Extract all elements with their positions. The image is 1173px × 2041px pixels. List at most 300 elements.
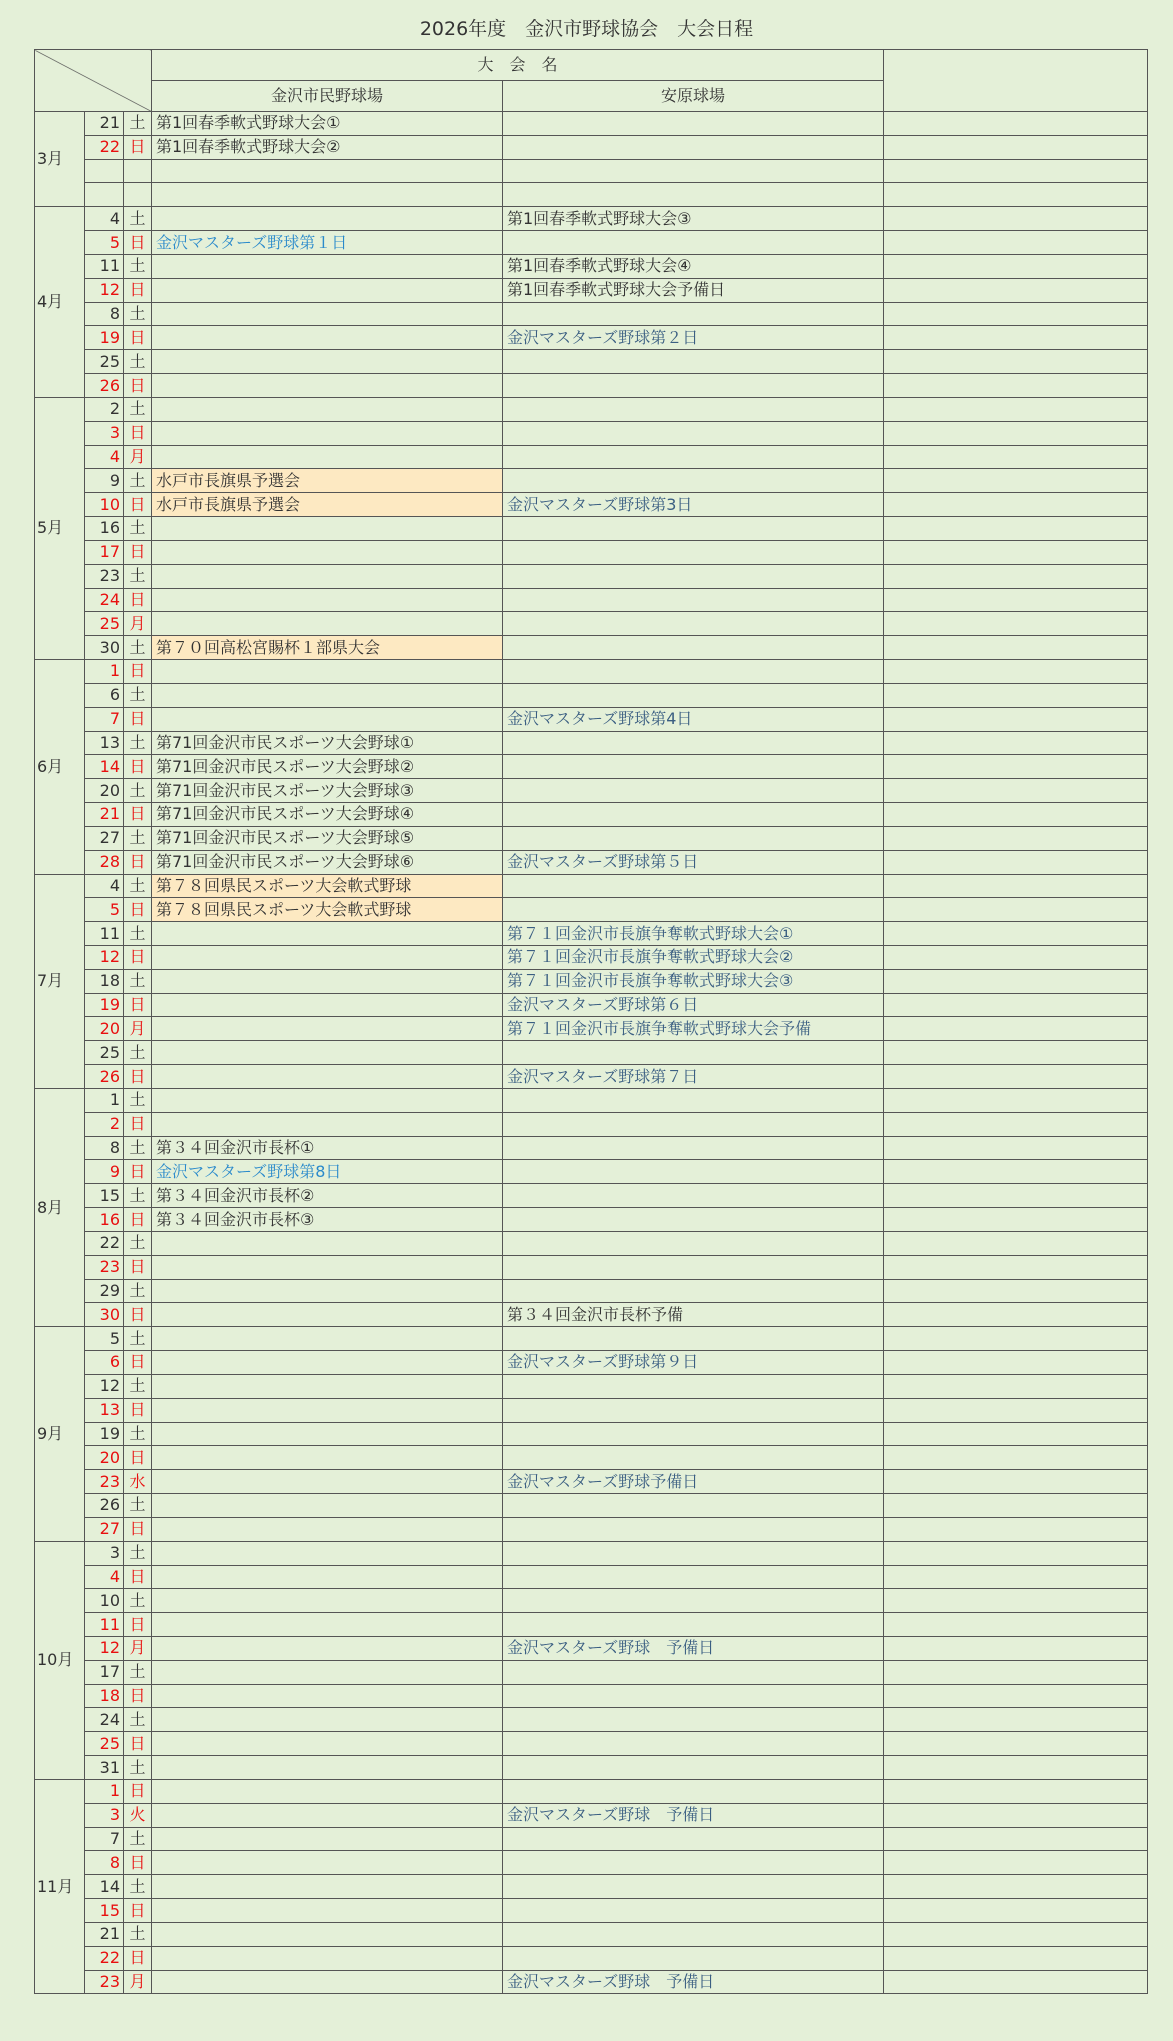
venue1-event <box>152 1946 503 1970</box>
venue2-event: 第1回春季軟式野球大会③ <box>503 207 884 231</box>
day-number: 26 <box>85 1065 124 1089</box>
venue2-event <box>503 1374 884 1398</box>
day-number: 26 <box>85 374 124 398</box>
day-of-week: 日 <box>124 1255 152 1279</box>
venue2-event: 金沢マスターズ野球第２日 <box>503 326 884 350</box>
venue1-header: 金沢市民野球場 <box>152 81 503 112</box>
venue2-event <box>503 374 884 398</box>
schedule-row <box>35 112 1148 136</box>
extra-cell <box>884 1851 1148 1875</box>
day-of-week: 土 <box>124 826 152 850</box>
day-of-week: 土 <box>124 779 152 803</box>
venue1-event: 第71回金沢市民スポーツ大会野球① <box>152 731 503 755</box>
extra-cell <box>884 1351 1148 1375</box>
venue1-event: 第３４回金沢市長杯① <box>152 1136 503 1160</box>
day-number: 24 <box>85 1708 124 1732</box>
day-of-week: 土 <box>124 397 152 421</box>
day-number: 7 <box>85 1827 124 1851</box>
venue2-event <box>503 1899 884 1923</box>
venue1-event: 金沢マスターズ野球第8日 <box>152 1160 503 1184</box>
day-number: 17 <box>85 1660 124 1684</box>
venue1-event <box>152 1756 503 1780</box>
venue1-event <box>152 1255 503 1279</box>
venue2-event <box>503 898 884 922</box>
venue1-event: 第71回金沢市民スポーツ大会野球② <box>152 755 503 779</box>
day-number: 12 <box>85 278 124 302</box>
month-label: 6月 <box>35 660 85 874</box>
venue2-event <box>503 1827 884 1851</box>
venue1-event: 第71回金沢市民スポーツ大会野球⑤ <box>152 826 503 850</box>
schedule-row <box>35 1041 1148 1065</box>
venue2-event <box>503 636 884 660</box>
venue2-event <box>503 1875 884 1899</box>
extra-cell <box>884 826 1148 850</box>
venue2-event <box>503 1446 884 1470</box>
venue2-event: 金沢マスターズ野球第６日 <box>503 993 884 1017</box>
extra-cell <box>884 159 1148 183</box>
extra-cell <box>884 207 1148 231</box>
day-number: 1 <box>85 660 124 684</box>
venue2-event: 第1回春季軟式野球大会④ <box>503 254 884 278</box>
month-label: 3月 <box>35 112 85 207</box>
day-of-week: 土 <box>124 350 152 374</box>
venue1-event <box>152 207 503 231</box>
schedule-row <box>35 1708 1148 1732</box>
extra-cell <box>884 517 1148 541</box>
extra-cell <box>884 731 1148 755</box>
day-of-week: 土 <box>124 636 152 660</box>
extra-cell <box>884 1446 1148 1470</box>
venue2-event: 第７１回金沢市長旗争奪軟式野球大会② <box>503 945 884 969</box>
day-of-week: 月 <box>124 1017 152 1041</box>
venue2-event <box>503 1398 884 1422</box>
extra-cell <box>884 1899 1148 1923</box>
schedule-row <box>35 1875 1148 1899</box>
day-number: 19 <box>85 326 124 350</box>
day-number: 18 <box>85 969 124 993</box>
venue1-event <box>152 1541 503 1565</box>
extra-cell <box>884 1136 1148 1160</box>
schedule-row <box>35 1541 1148 1565</box>
extra-cell <box>884 945 1148 969</box>
day-of-week: 日 <box>124 1065 152 1089</box>
venue2-event <box>503 302 884 326</box>
venue2-event: 第３４回金沢市長杯予備 <box>503 1303 884 1327</box>
day-number: 15 <box>85 1899 124 1923</box>
schedule-table <box>34 49 1148 1994</box>
venue2-event: 第７１回金沢市長旗争奪軟式野球大会① <box>503 922 884 946</box>
extra-cell <box>884 1779 1148 1803</box>
schedule-row <box>35 993 1148 1017</box>
venue1-event <box>152 1398 503 1422</box>
extra-cell <box>884 1231 1148 1255</box>
day-of-week: 日 <box>124 1351 152 1375</box>
schedule-row <box>35 1088 1148 1112</box>
day-of-week: 土 <box>124 1541 152 1565</box>
venue1-event <box>152 969 503 993</box>
venue1-event <box>152 1827 503 1851</box>
venue2-event <box>503 1494 884 1518</box>
venue1-event <box>152 540 503 564</box>
day-number: 25 <box>85 350 124 374</box>
venue2-event <box>503 517 884 541</box>
schedule-row <box>35 1899 1148 1923</box>
extra-cell <box>884 540 1148 564</box>
venue1-event <box>152 707 503 731</box>
venue2-event <box>503 1231 884 1255</box>
schedule-row <box>35 135 1148 159</box>
venue2-event <box>503 874 884 898</box>
day-of-week: 日 <box>124 374 152 398</box>
day-number <box>85 183 124 207</box>
day-of-week: 土 <box>124 112 152 136</box>
extra-cell <box>884 135 1148 159</box>
venue2-event <box>503 1160 884 1184</box>
day-of-week: 日 <box>124 707 152 731</box>
day-number: 25 <box>85 612 124 636</box>
month-label: 8月 <box>35 1088 85 1326</box>
extra-cell <box>884 898 1148 922</box>
schedule-row <box>35 1136 1148 1160</box>
day-number: 10 <box>85 1589 124 1613</box>
extra-cell <box>884 326 1148 350</box>
day-of-week: 日 <box>124 1208 152 1232</box>
schedule-row <box>35 1684 1148 1708</box>
day-number: 5 <box>85 1327 124 1351</box>
day-of-week: 日 <box>124 1684 152 1708</box>
venue1-event <box>152 1922 503 1946</box>
venue2-event <box>503 231 884 255</box>
day-of-week: 日 <box>124 1303 152 1327</box>
schedule-row <box>35 517 1148 541</box>
group-header: 大 会 名 <box>152 50 884 81</box>
schedule-row <box>35 945 1148 969</box>
day-number: 9 <box>85 469 124 493</box>
extra-cell <box>884 1303 1148 1327</box>
venue1-event <box>152 397 503 421</box>
extra-cell <box>884 445 1148 469</box>
venue1-event <box>152 612 503 636</box>
schedule-row <box>35 850 1148 874</box>
month-label: 9月 <box>35 1327 85 1541</box>
venue1-event <box>152 1613 503 1637</box>
extra-cell <box>884 421 1148 445</box>
day-number: 27 <box>85 826 124 850</box>
day-number: 3 <box>85 421 124 445</box>
venue2-event: 金沢マスターズ野球 予備日 <box>503 1803 884 1827</box>
day-of-week <box>124 183 152 207</box>
extra-cell <box>884 1112 1148 1136</box>
day-number: 5 <box>85 231 124 255</box>
venue1-event <box>152 1637 503 1661</box>
extra-cell <box>884 612 1148 636</box>
schedule-row <box>35 731 1148 755</box>
extra-cell <box>884 1088 1148 1112</box>
schedule-row <box>35 803 1148 827</box>
day-number: 13 <box>85 1398 124 1422</box>
day-number <box>85 159 124 183</box>
schedule-row <box>35 326 1148 350</box>
schedule-row <box>35 1565 1148 1589</box>
day-of-week: 日 <box>124 1398 152 1422</box>
day-number: 18 <box>85 1684 124 1708</box>
day-number: 27 <box>85 1517 124 1541</box>
venue2-event <box>503 1779 884 1803</box>
schedule-row <box>35 1946 1148 1970</box>
venue1-event <box>152 1779 503 1803</box>
day-number: 20 <box>85 1446 124 1470</box>
venue2-event <box>503 1756 884 1780</box>
venue2-event: 金沢マスターズ野球 予備日 <box>503 1970 884 1994</box>
day-of-week: 土 <box>124 517 152 541</box>
day-number: 21 <box>85 803 124 827</box>
day-number: 1 <box>85 1088 124 1112</box>
day-number: 22 <box>85 1231 124 1255</box>
extra-cell <box>884 755 1148 779</box>
schedule-row <box>35 1279 1148 1303</box>
venue1-event <box>152 278 503 302</box>
extra-cell <box>884 874 1148 898</box>
venue1-event: 第７８回県民スポーツ大会軟式野球 <box>152 874 503 898</box>
venue2-event <box>503 1589 884 1613</box>
schedule-row <box>35 302 1148 326</box>
schedule-row <box>35 1446 1148 1470</box>
day-of-week: 日 <box>124 231 152 255</box>
day-number: 23 <box>85 1970 124 1994</box>
schedule-row <box>35 469 1148 493</box>
day-of-week: 土 <box>124 1041 152 1065</box>
day-of-week: 日 <box>124 993 152 1017</box>
day-of-week: 日 <box>124 1732 152 1756</box>
schedule-row <box>35 1970 1148 1994</box>
day-number: 20 <box>85 1017 124 1041</box>
extra-cell <box>884 779 1148 803</box>
schedule-row <box>35 1779 1148 1803</box>
day-of-week: 土 <box>124 922 152 946</box>
day-of-week: 日 <box>124 326 152 350</box>
venue2-event <box>503 1255 884 1279</box>
schedule-row <box>35 1613 1148 1637</box>
schedule-row <box>35 1374 1148 1398</box>
extra-cell <box>884 1589 1148 1613</box>
venue2-event <box>503 1136 884 1160</box>
extra-cell <box>884 374 1148 398</box>
venue1-event <box>152 1231 503 1255</box>
schedule-row <box>35 612 1148 636</box>
day-of-week: 月 <box>124 1637 152 1661</box>
venue2-event <box>503 1708 884 1732</box>
day-of-week: 水 <box>124 1470 152 1494</box>
venue2-event <box>503 1660 884 1684</box>
schedule-row <box>35 564 1148 588</box>
schedule-row <box>35 278 1148 302</box>
venue1-event <box>152 1303 503 1327</box>
day-of-week: 日 <box>124 421 152 445</box>
day-of-week: 土 <box>124 1922 152 1946</box>
schedule-row <box>35 1208 1148 1232</box>
venue2-event <box>503 731 884 755</box>
venue1-event: 第３４回金沢市長杯③ <box>152 1208 503 1232</box>
venue1-event <box>152 421 503 445</box>
day-of-week: 土 <box>124 683 152 707</box>
extra-cell <box>884 922 1148 946</box>
venue2-event <box>503 1208 884 1232</box>
day-number: 25 <box>85 1732 124 1756</box>
venue1-event <box>152 945 503 969</box>
venue2-event <box>503 1422 884 1446</box>
day-number: 23 <box>85 1255 124 1279</box>
day-number: 3 <box>85 1541 124 1565</box>
day-number: 5 <box>85 898 124 922</box>
venue1-event: 第71回金沢市民スポーツ大会野球⑥ <box>152 850 503 874</box>
day-number: 6 <box>85 1351 124 1375</box>
extra-cell <box>884 803 1148 827</box>
extra-cell <box>884 1708 1148 1732</box>
day-number: 21 <box>85 112 124 136</box>
venue1-event <box>152 993 503 1017</box>
schedule-row <box>35 493 1148 517</box>
extra-cell <box>884 1422 1148 1446</box>
venue2-event <box>503 612 884 636</box>
day-number: 22 <box>85 135 124 159</box>
schedule-row <box>35 350 1148 374</box>
extra-cell <box>884 993 1148 1017</box>
day-of-week: 日 <box>124 945 152 969</box>
day-number: 17 <box>85 540 124 564</box>
schedule-row <box>35 445 1148 469</box>
schedule-row <box>35 1327 1148 1351</box>
venue1-event <box>152 1446 503 1470</box>
venue1-event <box>152 183 503 207</box>
extra-cell <box>884 1327 1148 1351</box>
extra-cell <box>884 1065 1148 1089</box>
day-of-week: 日 <box>124 803 152 827</box>
schedule-row <box>35 1065 1148 1089</box>
day-number: 20 <box>85 779 124 803</box>
venue2-event: 第1回春季軟式野球大会予備日 <box>503 278 884 302</box>
schedule-row <box>35 1732 1148 1756</box>
schedule-row <box>35 1756 1148 1780</box>
schedule-row <box>35 1231 1148 1255</box>
day-number: 23 <box>85 564 124 588</box>
schedule-row <box>35 1660 1148 1684</box>
extra-cell <box>884 1946 1148 1970</box>
extra-cell <box>884 1208 1148 1232</box>
schedule-row <box>35 898 1148 922</box>
venue1-event <box>152 326 503 350</box>
venue2-header: 安原球場 <box>503 81 884 112</box>
venue2-event <box>503 779 884 803</box>
day-of-week: 月 <box>124 612 152 636</box>
day-of-week: 土 <box>124 469 152 493</box>
extra-cell <box>884 183 1148 207</box>
venue2-event <box>503 588 884 612</box>
day-number: 6 <box>85 683 124 707</box>
venue2-event <box>503 1922 884 1946</box>
day-of-week: 土 <box>124 1589 152 1613</box>
day-of-week: 土 <box>124 1708 152 1732</box>
venue1-event <box>152 254 503 278</box>
venue1-event: 第1回春季軟式野球大会② <box>152 135 503 159</box>
day-number: 1 <box>85 1779 124 1803</box>
venue1-event <box>152 1351 503 1375</box>
schedule-row <box>35 922 1148 946</box>
extra-cell <box>884 1660 1148 1684</box>
venue2-event <box>503 803 884 827</box>
venue2-event <box>503 540 884 564</box>
schedule-row <box>35 1470 1148 1494</box>
extra-cell <box>884 469 1148 493</box>
day-of-week: 土 <box>124 874 152 898</box>
venue2-event <box>503 445 884 469</box>
extra-cell <box>884 850 1148 874</box>
venue2-event: 第７１回金沢市長旗争奪軟式野球大会予備 <box>503 1017 884 1041</box>
schedule-row <box>35 1303 1148 1327</box>
schedule-row <box>35 826 1148 850</box>
extra-cell <box>884 1875 1148 1899</box>
day-of-week: 日 <box>124 1851 152 1875</box>
venue2-event <box>503 159 884 183</box>
venue2-event: 第７１回金沢市長旗争奪軟式野球大会③ <box>503 969 884 993</box>
page-title: 2026年度 金沢市野球協会 大会日程 <box>419 18 754 40</box>
extra-cell <box>884 278 1148 302</box>
day-number: 12 <box>85 1374 124 1398</box>
day-number: 8 <box>85 1851 124 1875</box>
venue1-event: 水戸市長旗県予選会 <box>152 493 503 517</box>
schedule-row <box>35 1589 1148 1613</box>
day-number: 14 <box>85 755 124 779</box>
schedule-row <box>35 1398 1148 1422</box>
venue2-event <box>503 1279 884 1303</box>
venue2-event <box>503 135 884 159</box>
day-number: 4 <box>85 207 124 231</box>
venue2-event <box>503 1517 884 1541</box>
venue1-event <box>152 1279 503 1303</box>
day-of-week: 日 <box>124 1112 152 1136</box>
day-of-week: 土 <box>124 1088 152 1112</box>
venue1-event <box>152 1708 503 1732</box>
day-number: 9 <box>85 1160 124 1184</box>
month-label: 4月 <box>35 207 85 398</box>
schedule-row <box>35 588 1148 612</box>
extra-column-header <box>884 50 1148 112</box>
extra-cell <box>884 1160 1148 1184</box>
schedule-row <box>35 1112 1148 1136</box>
day-number: 11 <box>85 254 124 278</box>
schedule-row <box>35 1494 1148 1518</box>
day-of-week: 土 <box>124 1327 152 1351</box>
venue1-event <box>152 1899 503 1923</box>
venue1-event: 水戸市長旗県予選会 <box>152 469 503 493</box>
day-number: 26 <box>85 1494 124 1518</box>
venue2-event <box>503 564 884 588</box>
schedule-row <box>35 421 1148 445</box>
extra-cell <box>884 636 1148 660</box>
venue2-event <box>503 1851 884 1875</box>
day-number: 30 <box>85 636 124 660</box>
extra-cell <box>884 1970 1148 1994</box>
venue1-event <box>152 1327 503 1351</box>
day-of-week: 土 <box>124 1374 152 1398</box>
day-of-week: 日 <box>124 540 152 564</box>
venue1-event <box>152 1684 503 1708</box>
day-of-week: 日 <box>124 1779 152 1803</box>
day-of-week: 日 <box>124 898 152 922</box>
day-number: 11 <box>85 922 124 946</box>
venue1-event <box>152 1589 503 1613</box>
day-of-week: 土 <box>124 1231 152 1255</box>
day-of-week: 火 <box>124 1803 152 1827</box>
